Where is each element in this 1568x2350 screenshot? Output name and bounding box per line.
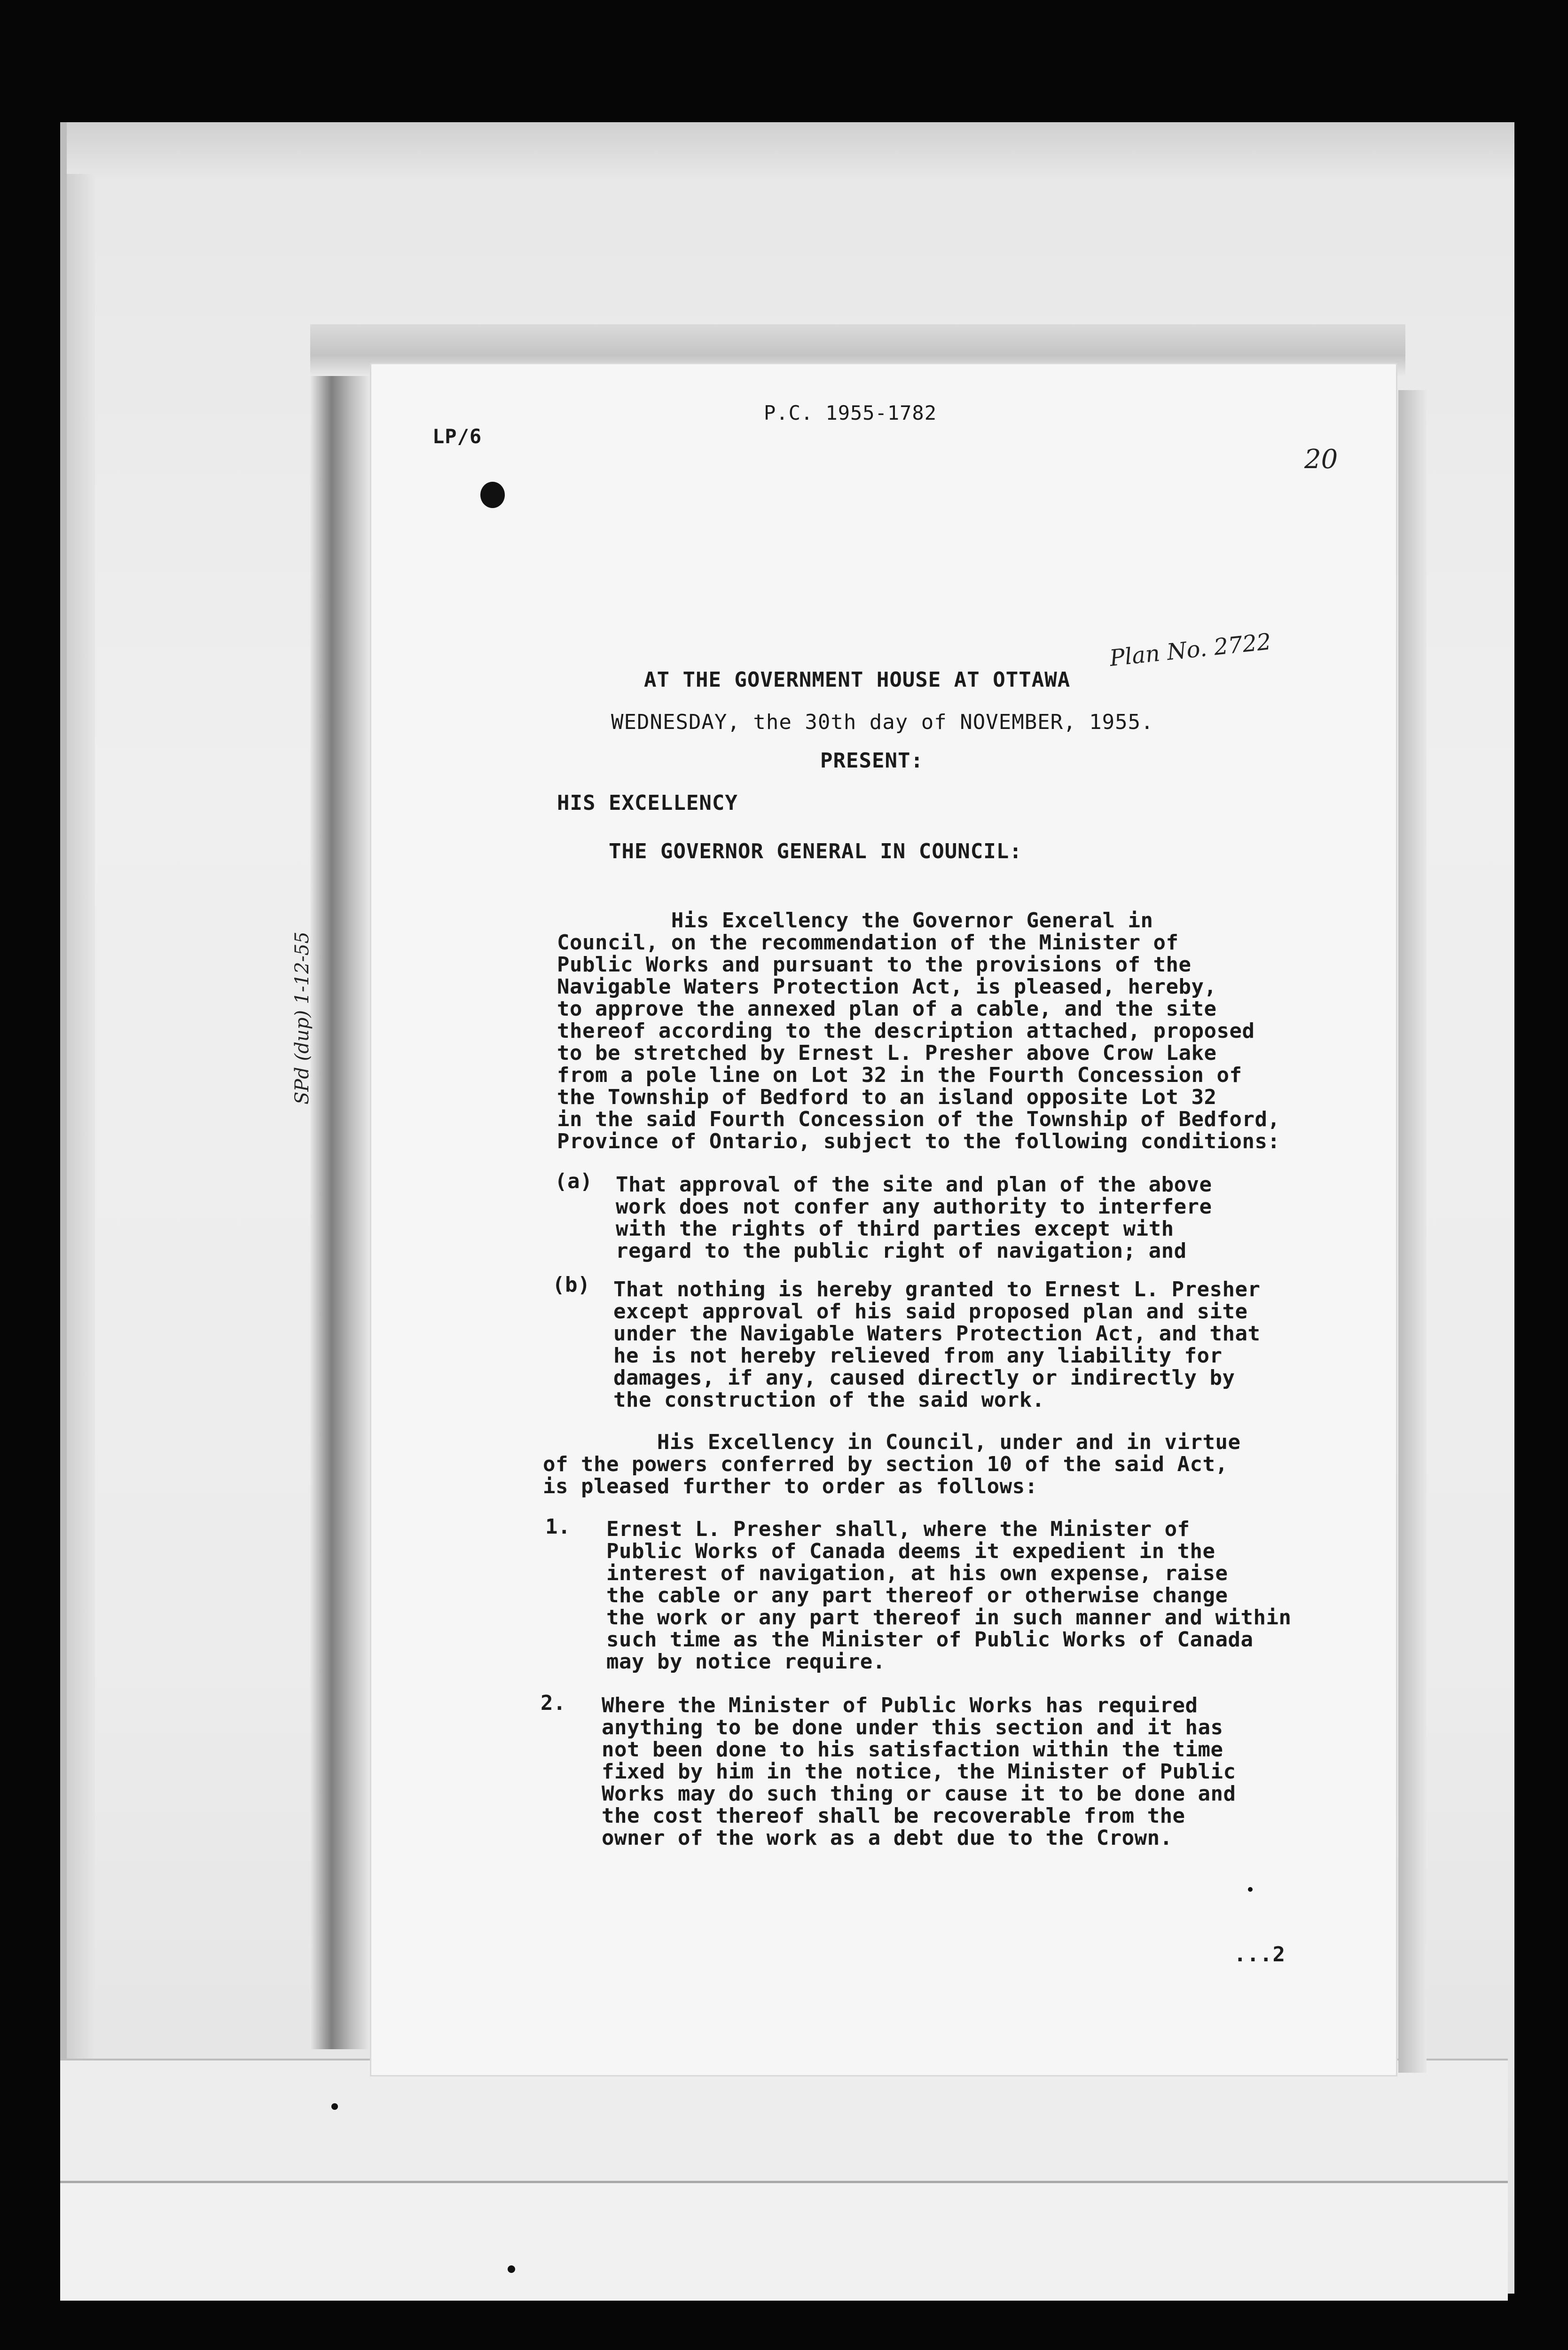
item-1-line: such time as the Minister of Public Works of Canada xyxy=(606,1628,1254,1652)
intro-line: thereof according to the description attached, proposed xyxy=(557,1019,1255,1043)
plan-note-handwritten: Plan No. 2722 xyxy=(1108,628,1273,672)
item-1-label: 1. xyxy=(545,1515,571,1539)
condition-a-line: That approval of the site and plan of the above xyxy=(616,1173,1212,1197)
fold-shadow xyxy=(310,376,371,2049)
item-2-line: anything to be done under this section and it has xyxy=(602,1716,1223,1739)
further-line: His Excellency in Council, under and in virtue xyxy=(543,1430,1241,1454)
intro-line: to approve the annexed plan of a cable, and the site xyxy=(557,997,1217,1021)
order-number: P.C. 1955-1782 xyxy=(764,401,937,424)
condition-b-label: (b) xyxy=(552,1273,590,1297)
item-2-line: Works may do such thing or cause it to be done and xyxy=(602,1782,1236,1806)
page-number-handwritten: 20 xyxy=(1304,444,1338,475)
intro-line: in the said Fourth Concession of the Township of Bedford, xyxy=(557,1107,1280,1131)
right-fold-shadow xyxy=(1398,390,1427,2073)
item-2-line: the cost thereof shall be recoverable from the xyxy=(602,1804,1185,1828)
document-page xyxy=(371,364,1396,2075)
condition-a-line: regard to the public right of navigation; and xyxy=(616,1239,1187,1263)
item-1-line: Ernest L. Presher shall, where the Minister of xyxy=(606,1517,1190,1541)
speck xyxy=(331,2103,338,2110)
condition-b-line: damages, if any, caused directly or indirectly by xyxy=(613,1366,1235,1390)
condition-b-line: he is not hereby relieved from any liability for xyxy=(613,1344,1223,1368)
condition-b-line: except approval of his said proposed plan and site xyxy=(613,1300,1248,1324)
continuation-marker: ...2 xyxy=(1234,1943,1286,1966)
margin-note-handwritten: SPd (dup) 1-12-55 xyxy=(291,932,313,1104)
item-2-line: not been done to his satisfaction within the time xyxy=(602,1738,1223,1762)
bottom-panel xyxy=(60,2059,1508,2183)
intro-line: to be stretched by Ernest L. Presher above Crow Lake xyxy=(557,1041,1217,1065)
file-code: LP/6 xyxy=(432,425,482,448)
intro-line: His Excellency the Governor General in xyxy=(557,909,1153,932)
bottom-panel-lower xyxy=(60,2181,1508,2301)
condition-b-line: under the Navigable Waters Protection Act, and that xyxy=(613,1322,1261,1346)
condition-a-line: work does not confer any authority to interfere xyxy=(616,1195,1212,1219)
item-2-label: 2. xyxy=(541,1691,566,1715)
further-line: is pleased further to order as follows: xyxy=(543,1474,1038,1498)
item-1-line: the work or any part thereof in such manner and within xyxy=(606,1606,1292,1629)
speck xyxy=(1248,1887,1253,1892)
item-1-line: interest of navigation, at his own expense, raise xyxy=(606,1561,1228,1585)
heading-present: PRESENT: xyxy=(820,749,924,773)
item-2-line: owner of the work as a debt due to the Crown. xyxy=(602,1826,1173,1850)
intro-line: Council, on the recommendation of the Minister of xyxy=(557,931,1179,955)
intro-line: the Township of Bedford to an island opposite Lot 32 xyxy=(557,1085,1217,1109)
heading-council: THE GOVERNOR GENERAL IN COUNCIL: xyxy=(609,839,1022,863)
further-line: of the powers conferred by section 10 of the said Act, xyxy=(543,1452,1228,1476)
item-2-line: fixed by him in the notice, the Minister of Public xyxy=(602,1760,1236,1784)
condition-a-line: with the rights of third parties except with xyxy=(616,1217,1174,1241)
item-1-line: Public Works of Canada deems it expedient in the xyxy=(606,1539,1215,1563)
condition-b-line: the construction of the said work. xyxy=(613,1388,1045,1412)
item-1-line: may by notice require. xyxy=(606,1650,886,1674)
item-2-line: Where the Minister of Public Works has required xyxy=(602,1693,1198,1717)
item-1-line: the cable or any part thereof or otherwise change xyxy=(606,1583,1228,1607)
intro-line: from a pole line on Lot 32 in the Fourth Concession of xyxy=(557,1063,1242,1087)
heading-excellency: HIS EXCELLENCY xyxy=(557,791,738,815)
condition-b-line: That nothing is hereby granted to Ernest L. Presher xyxy=(613,1277,1261,1301)
punch-hole xyxy=(480,482,505,508)
intro-line: Province of Ontario, subject to the following conditions: xyxy=(557,1129,1280,1153)
intro-line: Public Works and pursuant to the provisions of the xyxy=(557,953,1192,977)
intro-line: Navigable Waters Protection Act, is pleased, hereby, xyxy=(557,975,1217,999)
condition-a-label: (a) xyxy=(555,1169,593,1193)
heading-date: WEDNESDAY, the 30th day of NOVEMBER, 1955. xyxy=(611,710,1154,734)
heading-place: AT THE GOVERNMENT HOUSE AT OTTAWA xyxy=(644,668,1071,692)
speck xyxy=(508,2265,515,2273)
